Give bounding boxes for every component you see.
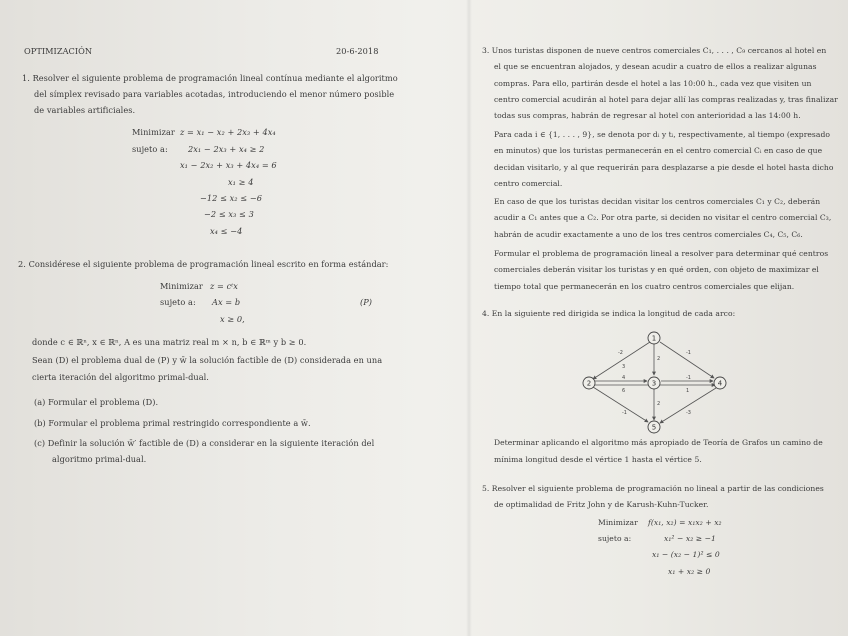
- p5-st-label: sujeto a:: [598, 534, 632, 543]
- p5-objective: f(x₁, x₂) = x₁x₂ + x₂: [648, 518, 722, 527]
- p2-min-label: Minimizar: [160, 281, 203, 291]
- p2-st-label: sujeto a:: [160, 297, 196, 307]
- exam-date: 20-6-2018: [336, 46, 379, 56]
- arc-label: 3: [622, 364, 626, 370]
- p5-constraint: x₁² − x₂ ≥ −1: [664, 534, 716, 543]
- p3-line: habrán de acudir exactamente a uno de los tres centros comerciales C₄, C₅, C₆.: [494, 230, 803, 239]
- p1-constraint: −2 ≤ x₃ ≤ 3: [204, 209, 254, 219]
- p2-item: (b) Formular el problema primal restringido correspondiente a w̄.: [34, 418, 311, 428]
- p3-line: centro comercial acudirán al hotel para dejar allí las compras realizadas y, tras finalizar: [494, 95, 838, 104]
- p3-line: Formular el problema de programación lineal a resolver para determinar qué centros: [494, 249, 829, 258]
- p3-line: En caso de que los turistas decidan visitar los centros comerciales C₁ y C₂, deberán: [494, 197, 821, 206]
- arc-1-2: [593, 342, 650, 379]
- p1-constraint: 2x₁ − 2x₃ + x₄ ≥ 2: [188, 144, 265, 154]
- node-label: 5: [651, 423, 657, 432]
- node-label: 3: [651, 379, 657, 388]
- p2-constraint: Ax = b: [212, 297, 241, 307]
- arc-label: 2: [657, 401, 661, 407]
- arc-2-5: [593, 387, 648, 422]
- p5-constraint: x₁ − (x₂ − 1)² ≤ 0: [652, 550, 720, 559]
- node-label: 1: [651, 334, 657, 343]
- p1-constraint: −12 ≤ x₂ ≤ −6: [200, 193, 263, 203]
- p3-line: tiempo total que permanecerán en los cuatro centros comerciales que elijan.: [494, 282, 795, 291]
- p2-dual-line: cierta iteración del algoritmo primal-dual.: [32, 372, 209, 382]
- p4-task: Determinar aplicando el algoritmo más apropiado de Teoría de Grafos un camino de: [494, 438, 823, 447]
- p1-st-label: sujeto a:: [132, 144, 168, 154]
- p3-line: centro comercial.: [494, 179, 563, 188]
- p1-constraint: x₁ − 2x₂ + x₃ + 4x₄ = 6: [180, 160, 277, 170]
- p2-objective: z = cᵗx: [210, 281, 238, 291]
- p3-line: 3. Unos turistas disponen de nueve centros comerciales C₁, . . . , C₉ cercanos al hotel en: [482, 46, 827, 55]
- p3-line: compras. Para ello, partirán desde el hotel a las 10:00 h., cada vez que visiten un: [494, 79, 812, 88]
- p2-intro: 2. Considérese el siguiente problema de programación lineal escrito en forma estándar:: [18, 259, 389, 269]
- p3-line: todas sus compras, habrán de regresar al hotel con anterioridad a las 14:00 h.: [494, 111, 801, 120]
- p1-line: del símplex revisado para variables acotadas, introduciendo el menor número posible: [34, 89, 395, 99]
- p3-line: el que se encuentran alojados, y desean acudir a cuatro de ellos a realizar algunas: [494, 62, 817, 71]
- arc-label: 2: [657, 356, 661, 362]
- p2-tag: (P): [360, 297, 373, 307]
- node-label: 2: [586, 379, 592, 388]
- arc-label: 4: [622, 375, 626, 381]
- arc-label: -1: [622, 410, 627, 416]
- page-fold: [466, 0, 472, 636]
- arc-label: -1: [686, 350, 691, 356]
- p1-objective: z = x₁ − x₂ + 2x₃ + 4x₄: [180, 127, 276, 137]
- arc-label: 1: [686, 388, 690, 394]
- p1-line: de variables artificiales.: [34, 105, 136, 115]
- p5-min-label: Minimizar: [598, 518, 638, 527]
- p1-min-label: Minimizar: [132, 127, 175, 137]
- directed-network-diagram: [578, 330, 738, 436]
- p1-line: 1. Resolver el siguiente problema de programación lineal contínua mediante el algoritmo: [22, 73, 398, 83]
- exam-title: OPTIMIZACIÓN: [24, 46, 93, 56]
- p3-line: decidan visitarlo, y al que requerirán para desplazarse a pie desde el hotel hasta dicho: [494, 163, 834, 172]
- p4-task: mínima longitud desde el vértice 1 hasta el vértice 5.: [494, 455, 702, 464]
- p1-constraint: x₄ ≤ −4: [210, 226, 243, 236]
- node-label: 4: [717, 379, 723, 388]
- p3-line: acudir a C₁ antes que a C₂. Por otra parte, si deciden no visitar el centro comercial C₃,: [494, 213, 832, 222]
- p2-constraint: x ≥ 0,: [220, 314, 245, 324]
- p2-item: (a) Formular el problema (D).: [34, 397, 159, 407]
- arc-label: -2: [618, 350, 623, 356]
- arc-label: -3: [686, 410, 691, 416]
- p5-constraint: x₁ + x₂ ≥ 0: [668, 567, 711, 576]
- p4-intro: 4. En la siguiente red dirigida se indica la longitud de cada arco:: [482, 309, 736, 318]
- p5-line: 5. Resolver el siguiente problema de programación no lineal a partir de las condiciones: [482, 484, 824, 493]
- p3-line: comerciales deberán visitar los turistas y en qué orden, con objeto de maximizar el: [494, 265, 819, 274]
- arc-label: 6: [622, 388, 626, 394]
- p3-line: en minutos) que los turistas permanecerán en el centro comercial Cᵢ en caso de que: [494, 146, 823, 155]
- arc-1-4: [660, 342, 714, 378]
- p3-line: Para cada i ∈ {1, . . . , 9}, se denota por dᵢ y tᵢ, respectivamente, al tiempo (expresado: [494, 130, 830, 139]
- p2-item: (c) Definir la solución w̄′ factible de (D) a considerar en la siguiente iteración del: [34, 438, 375, 448]
- p2-dual-line: Sean (D) el problema dual de (P) y w̄ la solución factible de (D) considerada en una: [32, 355, 383, 365]
- p5-line: de optimalidad de Fritz John y de Karush-Kuhn-Tucker.: [494, 500, 709, 509]
- p2-item: algoritmo primal-dual.: [52, 454, 147, 464]
- p1-constraint: x₁ ≥ 4: [228, 177, 254, 187]
- p2-where: donde c ∈ ℝⁿ, x ∈ ℝⁿ, A es una matriz real m × n, b ∈ ℝᵐ y b ≥ 0.: [32, 337, 307, 347]
- arc-label: -1: [686, 375, 691, 381]
